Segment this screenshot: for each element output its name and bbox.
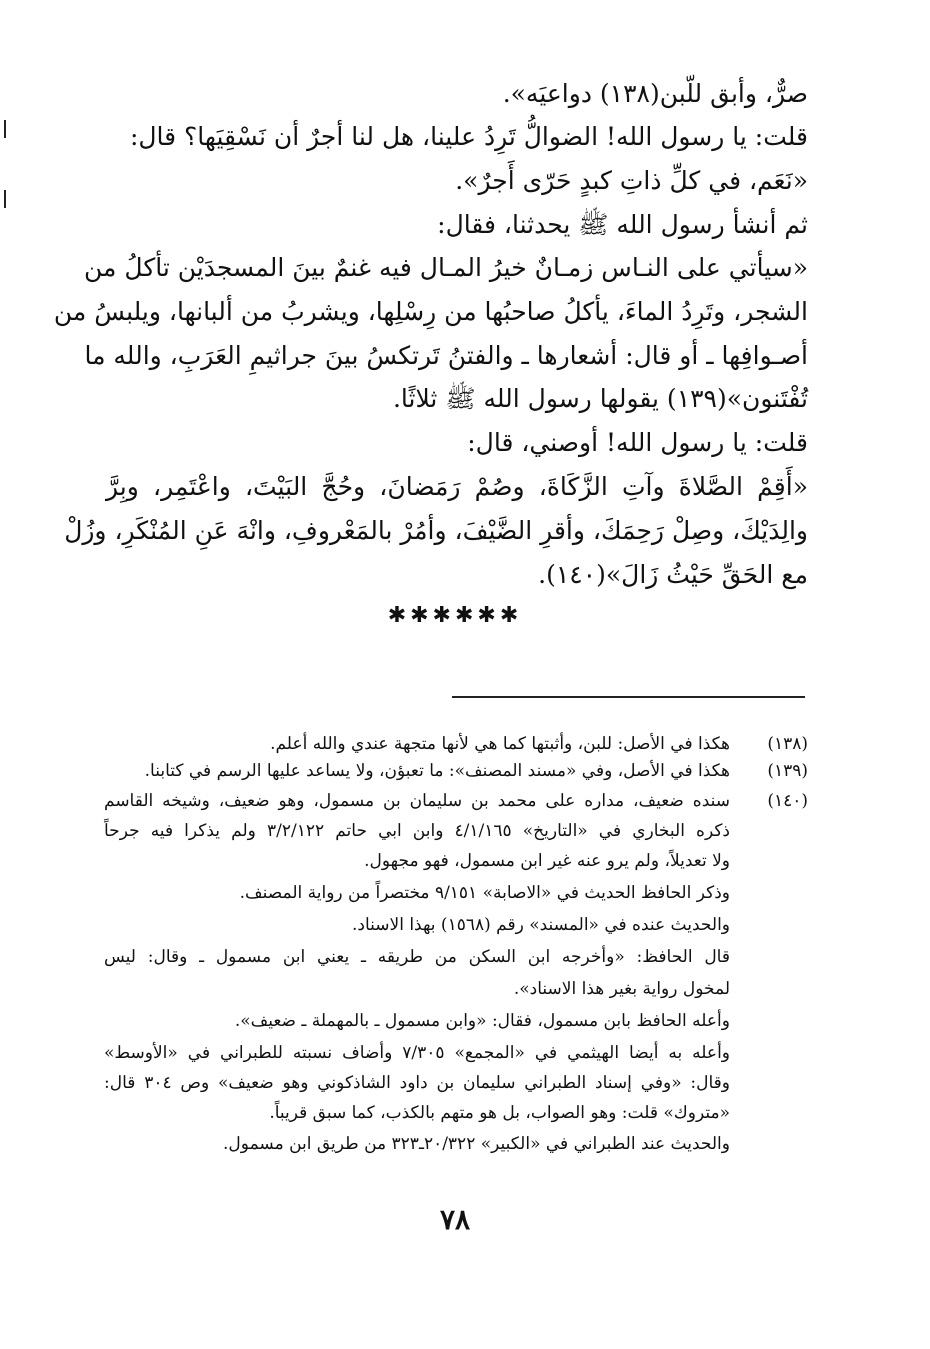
body-line: «سيأتي على النـاس زمـانٌ خيرُ المـال فيه غنمٌ بينَ المسجدَيْن تأكلُ من xyxy=(84,253,808,282)
body-line: قلت: يا رسول الله! الضوالُّ تَرِدُ علينا، هل لنا أجرٌ أن نَسْقِيَها؟ قال: xyxy=(129,122,808,151)
footnote-line: لمخول رواية بغير هذا الاسناد». xyxy=(513,979,730,999)
body-line: ثم أنشأ رسول الله ﷺ يحدثنا، فقال: xyxy=(437,210,808,239)
footnote-line: وأعله الحافظ بابن مسمول، فقال: «وابن مسمول ـ بالمهملة ـ ضعيف». xyxy=(234,1011,730,1031)
footnote-line: قال الحافظ: «وأخرجه ابن السكن من طريقه ـ يعني ابن مسمول ـ وقال: ليس xyxy=(104,947,730,967)
body-line: والِدَيْكَ، وصِلْ رَحِمَكَ، وأقرِ الضَّيْفَ، وأمُرْ بالمَعْروفِ، وانْهَ عَنِ المُنْكَرِ، وزُلْ xyxy=(64,516,808,545)
footnote-line: هكذا في الأصل: للبن، وأثبتها كما هي لأنها متجهة عندي والله أعلم. xyxy=(270,734,730,754)
footnote-line: ولا تعديلاً، ولم يرو عنه غير ابن مسمول، فهو مجهول. xyxy=(364,851,730,871)
body-line: «أَقِمْ الصَّلاةَ وآتِ الزَّكَاةَ، وصُمْ رَمَضانَ، وحُجَّ البَيْتَ، واعْتَمِر، وبِرَّ xyxy=(106,472,808,501)
margin-mark xyxy=(4,190,6,208)
footnote-line: والحديث عنده في «المسند» رقم (١٥٦٨) بهذا الاسناد. xyxy=(351,915,730,935)
margin-mark xyxy=(4,120,6,138)
footnote-line: ذكره البخاري في «التاريخ» ٤/١/١٦٥ وابن ابي حاتم ٣/٢/١٢٢ ولم يذكرا فيه جرحاً xyxy=(104,821,730,841)
body-line: صرٌّ، وأبق للّبن(١٣٨) دواعيَه». xyxy=(502,79,808,108)
body-line: مع الحَقِّ حَيْثُ زَالَ»(١٤٠). xyxy=(538,560,808,589)
body-line: تُفْتَنون»(١٣٩) يقولها رسول الله ﷺ ثلاثًا. xyxy=(392,384,808,413)
footnote-number: (١٤٠) xyxy=(767,791,808,811)
footnote-line: وذكر الحافظ الحديث في «الاصابة» ٩/١٥١ مختصراً من رواية المصنف. xyxy=(239,883,730,903)
body-line: «نَعَم، في كلِّ ذاتِ كبدٍ حَرّى أَجرٌ». xyxy=(455,166,808,195)
body-line: الشجر، وتَرِدُ الماءَ، يأكلُ صاحبُها من رِسْلِها، ويشربُ من ألبانها، ويلبسُ من xyxy=(53,297,808,326)
body-line: أصـوافِها ـ أو قال: أشعارها ـ والفتنُ تَرتكسُ بينَ جراثيمِ العَرَبِ، والله ما xyxy=(84,341,808,370)
footnote-line: وقال: «وفي إسناد الطبراني سليمان بن داود الشاذكوني وهو ضعيف» وص ٣٠٤ قال: xyxy=(104,1073,730,1093)
footnote-line: والحديث عند الطبراني في «الكبير» ٢٠/٣٢٢ـ٣٢٣ من طريق ابن مسمول. xyxy=(223,1134,730,1154)
footnote-number: (١٣٨) xyxy=(767,734,808,754)
footnote-line: «متروك» قلت: وهو الصواب، بل هو متهم بالكذب، كما سبق قريباً. xyxy=(269,1103,730,1123)
footnote-line: سنده ضعيف، مداره على محمد بن سليمان بن مسمول، وهو ضعيف، وشيخه القاسم xyxy=(104,791,730,811)
footnote-rule xyxy=(452,696,805,698)
footnote-number: (١٣٩) xyxy=(767,761,808,781)
footnote-line: هكذا في الأصل، وفي «مسند المصنف»: ما تعبؤن، ولا يساعد عليها الرسم في كتابنا. xyxy=(144,761,730,781)
section-separator: ✱✱✱✱✱✱ xyxy=(387,603,523,628)
page-number: ٧٨ xyxy=(439,1203,471,1236)
footnote-line: وأعله به أيضا الهيثمي في «المجمع» ٧/٣٠٥ وأضاف نسبته للطبراني في «الأوسط» xyxy=(104,1043,731,1063)
body-line: قلت: يا رسول الله! أوصني، قال: xyxy=(467,428,808,457)
